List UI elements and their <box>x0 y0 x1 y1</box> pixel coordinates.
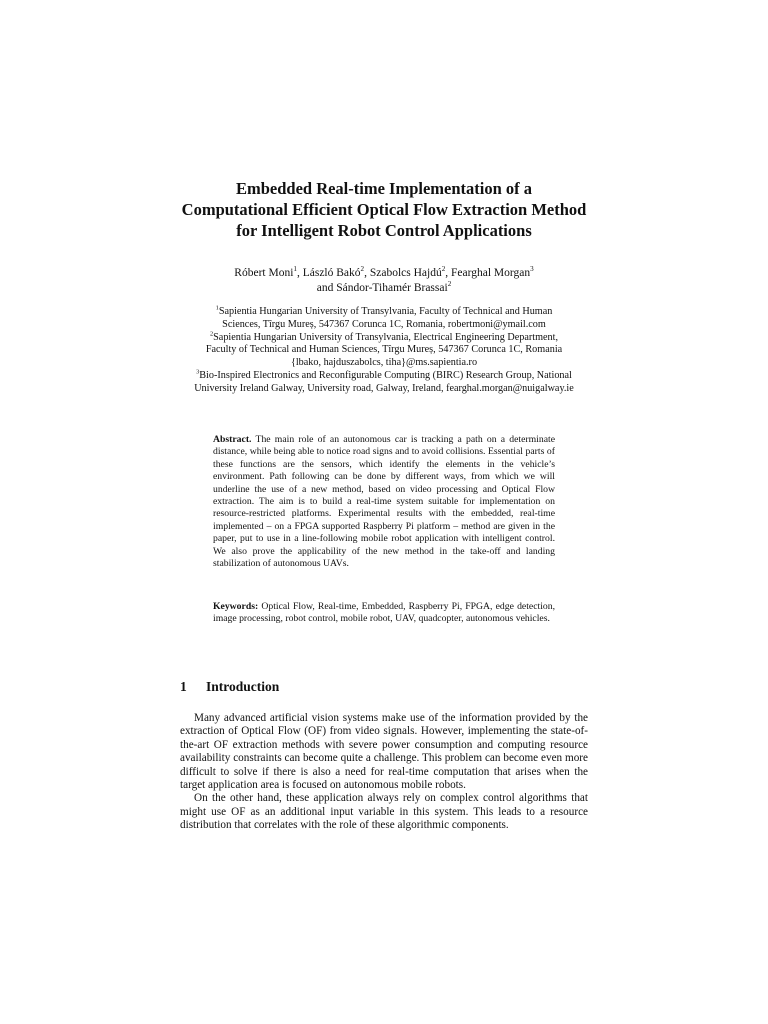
section-body <box>180 712 588 833</box>
affiliation-3-line-2: University Ireland Galway, University road, Galway, Ireland, fearghal.morgan@nuigalway.ie <box>194 382 574 394</box>
section-heading <box>180 678 279 695</box>
affiliation-1-line-2: Sciences, Tîrgu Mureș, 547367 Corunca 1C, Romania, robertmoni@ymail.com <box>222 318 546 330</box>
paragraph-1: Many advanced artificial vision systems make use of the information provided by the extraction of Optical Flow (OF) from video signals. However, implementing the state-of-the-art OF extraction methods with severe power consumption and computing resource availability constraints can become quite a challenge. This problem can become even more difficult to solve if there is also a need for real-time computation that arises when the target application area is focused on autonomous mobile robots. <box>180 712 588 792</box>
author-list <box>150 266 618 295</box>
author-name: , László Bakó <box>296 267 361 279</box>
section-title: Introduction <box>206 679 280 694</box>
affiliation-mark: 2 <box>360 265 365 274</box>
affiliation-mark: 2 <box>209 330 214 338</box>
affiliation-mark: 2 <box>441 265 446 274</box>
title-line-1: Embedded Real-time Implementation of a <box>235 179 533 198</box>
abstract <box>213 434 555 570</box>
author-name: and Sándor-Tihamér Brassai <box>316 281 448 294</box>
affiliation-mark: 1 <box>293 265 297 274</box>
affiliation-mark: 2 <box>447 279 452 288</box>
author-name: , Fearghal Morgan <box>445 267 531 279</box>
affiliation-2-line-1: $^2$Sapientia Hungarian University of Transylvania, Electrical Engineering Department, <box>209 330 559 343</box>
author-line-1 <box>150 266 618 281</box>
abstract-label: Abstract. <box>213 434 252 445</box>
affiliation-mark: 1 <box>215 304 219 312</box>
affiliation-2-line-2: Faculty of Technical and Human Sciences, Tîrgu Mureș, 547367 Corunca 1C, Romania <box>205 344 563 356</box>
affiliation-list <box>160 306 608 396</box>
affiliation-2-line-3: {lbako, hajduszabolcs, tiha}@ms.sapientia.ro <box>290 357 478 369</box>
paragraph-2: On the other hand, these application always rely on complex control algorithms that might use OF as an additional input variable in this system. This leads to a resource distribution that correlates with the role of these algorithmic components. <box>180 792 588 832</box>
author-line-2 <box>150 281 618 296</box>
keywords-label: Keywords: <box>213 601 259 612</box>
author-name: Róbert Moni <box>234 267 294 279</box>
paper-title <box>150 178 618 241</box>
affiliation-mark: 3 <box>196 368 200 376</box>
keywords <box>213 601 555 626</box>
abstract-text: The main role of an autonomous car is tracking a path on a determinate distance, while being able to notice road signs and to avoid collisions. Essential parts of these functions are the sensors, which identify the elements in the vehicle’s environment. Path following can be done by different ways, from which we will underline the use of a new method, based on video processing and Optical Flow extraction. The aim is to build a real-time system suitable for implementation on resource-restricted platforms. Experimental results with the embedded, real-time implemented – on a FPGA supported Raspberry Pi platform – method are given in the paper, put to use in a line-following mobile robot application with intelligent control. We also prove the applicability of the new method in the take-off and landing stabilization of autonomous UAVs. <box>213 434 556 570</box>
affiliation-1-line-1: $^1$Sapientia Hungarian University of Transylvania, Faculty of Technical and Human <box>215 304 553 317</box>
section-number: 1 <box>180 679 187 694</box>
title-line-3: for Intelligent Robot Control Applications <box>236 221 532 240</box>
title-line-2: Computational Efficient Optical Flow Extraction Method <box>181 200 587 219</box>
affiliation-3-line-1: $^3$Bio-Inspired Electronics and Reconfigurable Computing (BIRC) Research Group, National <box>196 368 572 381</box>
keywords-text: Optical Flow, Real-time, Embedded, Raspberry Pi, FPGA, edge detection, image processing, robot control, mobile robot, UAV, quadcopter, autonomous vehicles. <box>213 601 555 625</box>
author-name: , Szabolcs Hajdú <box>364 267 442 279</box>
affiliation-mark: 3 <box>530 265 534 274</box>
